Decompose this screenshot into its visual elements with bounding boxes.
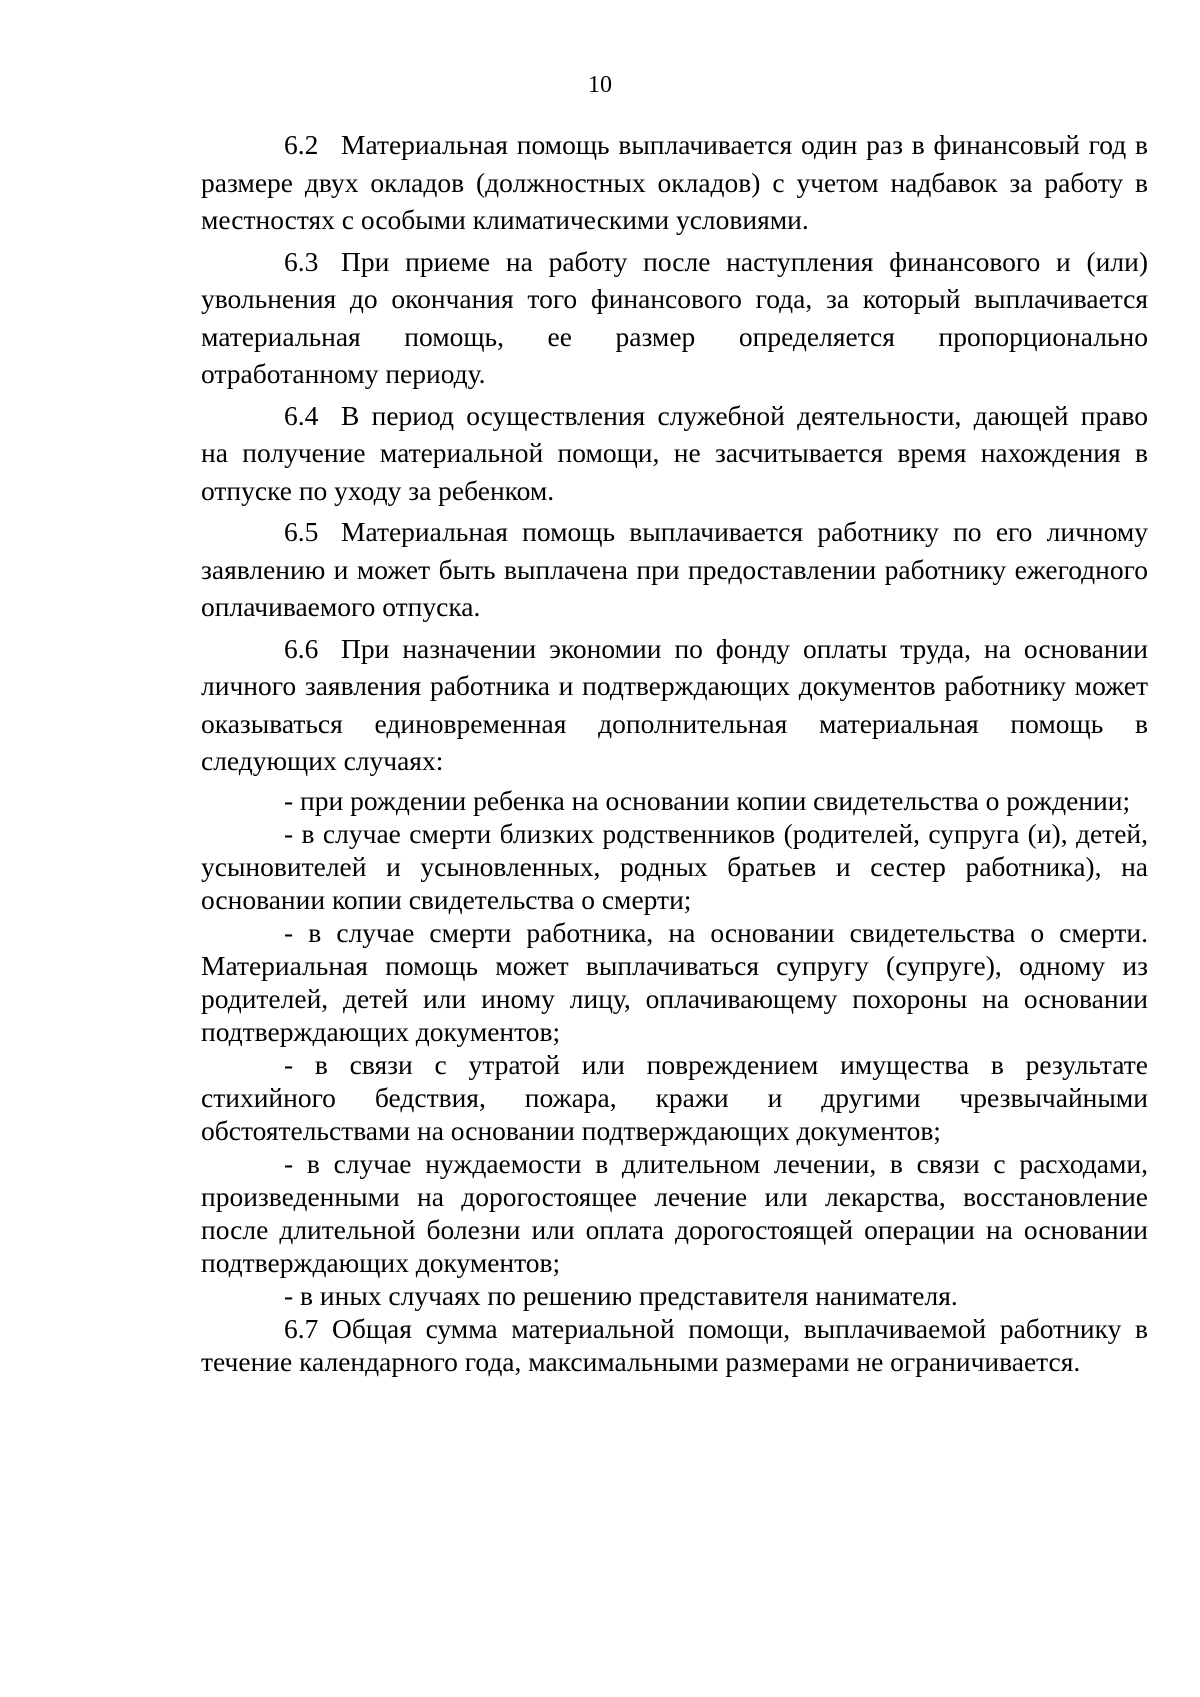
paragraph-number: 6.4 xyxy=(284,399,319,431)
paragraph-text: Материальная помощь выплачивается один раз в финансовый год в размере двух окладов (должностных окладов) с учетом надбавок за работу в местностях с особыми климатическими условиями. xyxy=(201,129,1148,235)
document-body xyxy=(201,126,1148,1378)
paragraph-text: Материальная помощь выплачивается работнику по его личному заявлению и может быть выплачена при предоставлении работнику ежегодного оплачиваемого отпуска. xyxy=(201,516,1148,622)
paragraph-text: При приеме на работу после наступления финансового и (или) увольнения до окончания того финансового года, за который выплачивается материальная помощь, ее размер определяется пропорционально отработанному периоду. xyxy=(201,245,1148,389)
paragraph-6-7: 6.7 Общая сумма материальной помощи, выплачиваемой работнику в течение календарного года, максимальными размерами не ограничивается. xyxy=(201,1312,1148,1377)
list-item: - в случае смерти близких родственников (родителей, супруга (и), детей, усыновителей и усыновленных, родных братьев и сестер работника), на основании копии свидетельства о смерти; xyxy=(201,817,1148,915)
cases-list xyxy=(201,784,1148,1312)
paragraph-6-2 xyxy=(201,126,1148,239)
paragraph-number: 6.3 xyxy=(284,245,319,277)
paragraph-text: При назначении экономии по фонду оплаты труда, на основании личного заявления работника и подтверждающих документов работнику может оказываться единовременная дополнительная материальная помощь в следующих случаях: xyxy=(201,632,1148,776)
paragraph-6-3 xyxy=(201,243,1148,393)
paragraph-text: В период осуществления служебной деятельности, дающей право на получение материальной помощи, не засчитывается время нахождения в отпуске по уходу за ребенком. xyxy=(201,399,1148,506)
list-item: - в иных случаях по решению представителя нанимателя. xyxy=(284,1279,958,1311)
list-item: - в связи с утратой или повреждением имущества в результате стихийного бедствия, пожара, кражи и другими чрезвычайными обстоятельствами на основании подтверждающих документов; xyxy=(201,1048,1148,1146)
paragraph-number: 6.5 xyxy=(284,516,319,547)
paragraph-6-4 xyxy=(201,397,1148,510)
page-number: 10 xyxy=(588,72,612,98)
paragraph-number: 6.6 xyxy=(284,632,319,664)
paragraph-6-5 xyxy=(201,513,1148,626)
list-item: - в случае нуждаемости в длительном лечении, в связи с расходами, произведенными на дорогостоящее лечение или лекарства, восстановление после длительной болезни или оплата дорогостоящей операции на основании подтверждающих документов; xyxy=(201,1147,1148,1278)
list-item: - при рождении ребенка на основании копии свидетельства о рождении; xyxy=(284,784,1131,816)
paragraph-number: 6.2 xyxy=(284,129,319,160)
paragraph-6-6 xyxy=(201,630,1148,780)
list-item: - в случае смерти работника, на основании свидетельства о смерти. Материальная помощь может выплачиваться супругу (супруге), одному из родителей, детей или иному лицу, оплачивающему похороны на основании подтверждающих документов; xyxy=(201,916,1148,1047)
